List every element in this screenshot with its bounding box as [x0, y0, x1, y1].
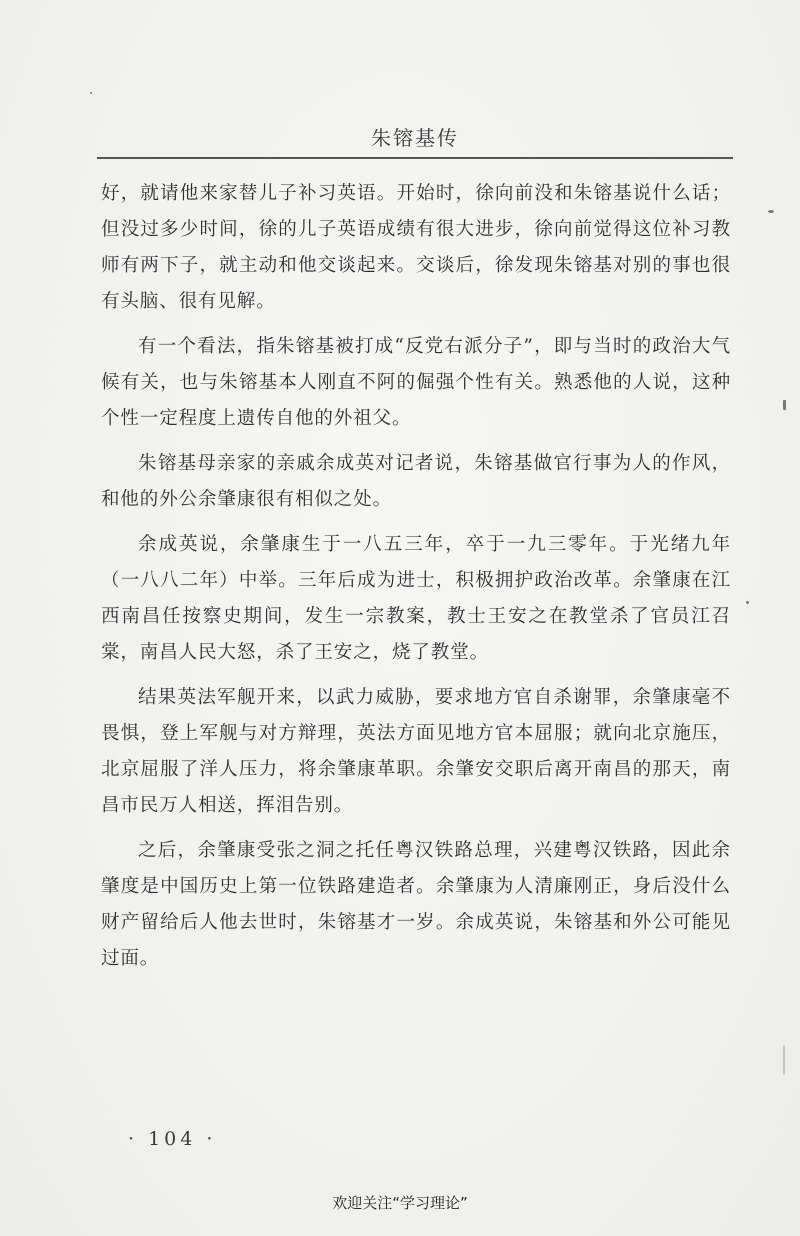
running-header-title: 朱镕基传 [371, 126, 459, 150]
paragraph: 之后，余肇康受张之洞之托任粤汉铁路总理，兴建粤汉铁路，因此余肇度是中国历史上第一位铁路建造者。余肇康为人清廉刚正，身后没什么财产留给后人他去世时，朱镕基才一岁。余成英说，朱镕基和外公可能见过面。 [101, 840, 731, 969]
scan-speck [768, 210, 774, 213]
scan-speck [90, 92, 92, 94]
body-text [101, 176, 731, 986]
paragraph: 朱镕基母亲家的亲戚余成英对记者说，朱镕基做官行事为人的作风，和他的外公余肇康很有相似之处。 [101, 453, 731, 510]
paragraph: 结果英法军舰开来，以武力威胁，要求地方官自杀谢罪，余肇康毫不畏惧，登上军舰与对方辩理，英法方面见地方官本屈服；就向北京施压，北京屈服了洋人压力，将余肇康革职。余肇安交职后离开南昌的那天，南昌市民万人相送，挥泪告别。 [101, 687, 731, 816]
scan-speck [746, 601, 749, 604]
scan-speck [783, 400, 786, 410]
header-divider [97, 157, 733, 159]
paragraph: 好，就请他来家替儿子补习英语。开始时，徐向前没和朱镕基说什么话；但没过多少时间，徐的儿子英语成绩有很大进步，徐向前觉得这位补习教师有两下子，就主动和他交谈起来。交谈后，徐发现朱镕基对别的事也很有头脑、很有见解。 [101, 183, 731, 312]
running-header [97, 112, 733, 158]
paragraph: 余成英说，余肇康生于一八五三年，卒于一九三零年。于光绪九年（一八八二年）中举。三年后成为进士，积极拥护政治改革。余肇康在江西南昌任按察史期间，发生一宗教案，教士王安之在教堂杀了官员江召棠，南昌人民大怒，杀了王安之，烧了教堂。 [101, 534, 731, 663]
footer-note: 欢迎关注“学习理论” [332, 1194, 468, 1212]
page-number: · 104 · [128, 1128, 217, 1150]
paragraph: 有一个看法，指朱镕基被打成“反党右派分子”，即与当时的政治大气候有关，也与朱镕基本人刚直不阿的倔强个性有关。熟悉他的人说，这种个性一定程度上遗传自他的外祖父。 [101, 336, 731, 429]
scan-speck [783, 1045, 785, 1075]
